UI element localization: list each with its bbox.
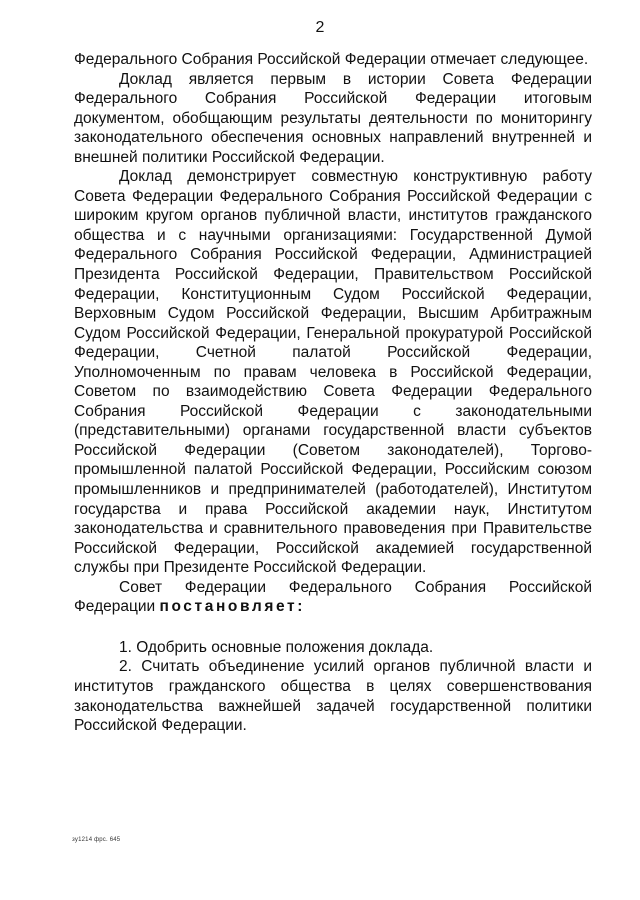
paragraph-intro: Федерального Собрания Российской Федерации отмечает следующее.: [74, 51, 589, 68]
footer-print-mark: зу1214 фрс. 645: [72, 837, 121, 843]
document-body: [74, 50, 592, 736]
resolves-keyword: постановляет:: [159, 598, 305, 616]
paragraph-report-demonstrates: Доклад демонстрирует совместную конструктивную работу Совета Федерации Федерального Собрания Российской Федерации с широким кругом органов публичной власти, институтов гражданского общества и с научными организациями: Государственной Думой Федерального Собрания Российской Федерации, Администрацией Президента Российской Федерации, Правительством Российской Федерации, Конституционным Судом Российской Федерации, Верховным Судом Российской Федерации, Высшим Арбитражным Судом Российской Федерации, Генеральной прокуратурой Российской Федерации, Счетной палатой Российской Федерации, Уполномоченным по правам человека в Российской Федерации, Советом по взаимодействию Совета Федерации Федерального Собрания Российской Федерации с законодательными (представительными) органами государственной власти субъектов Российской Федерации (Советом законодателей), Торгово-промышленной палатой Российской Федерации, Российским союзом промышленников и предпринимателей (работодателей), Институтом государства и права Российской академии наук, Институтом законодательства и сравнительного правоведения при Правительстве Российской Федерации, Российской академией государственной службы при Президенте Российской Федерации.: [74, 168, 592, 577]
paragraph-report-first: Доклад является первым в истории Совета Федерации Федерального Собрания Российской Федерации итоговым документом, обобщающим результаты деятельности по мониторингу законодательного обеспечения основных направлений внутренней и внешней политики Российской Федерации.: [74, 70, 592, 166]
page-number: 2: [315, 19, 325, 36]
resolution-item-1: 1. Одобрить основные положения доклада.: [119, 638, 434, 656]
resolves-lead-text: Совет Федерации Федерального Собрания Российской Федерации: [74, 578, 592, 616]
paragraph-gap: [74, 617, 592, 638]
resolution-item-2: 2. Считать объединение усилий органов публичной власти и институтов гражданского общества в целях совершенствования законодательства важнейшей задачей государственной политики Российской Федерации.: [74, 658, 592, 735]
paragraph-resolves: [74, 578, 592, 617]
